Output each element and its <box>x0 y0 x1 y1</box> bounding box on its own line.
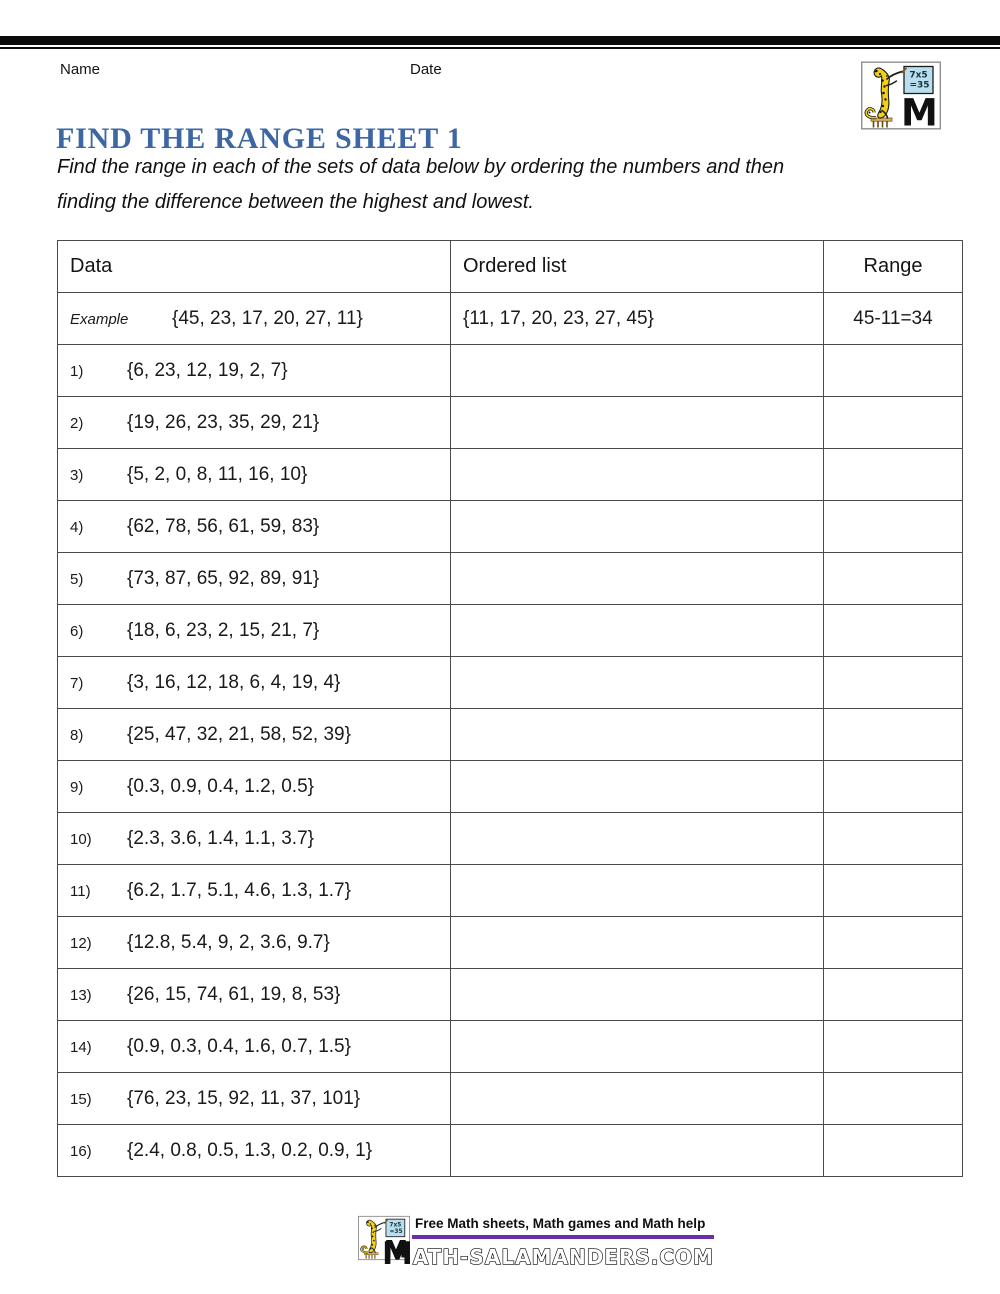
table-row <box>58 813 963 865</box>
salamander-logo-icon <box>861 61 941 130</box>
table-row <box>58 709 963 761</box>
ordered-list-cell <box>451 501 824 553</box>
example-range: 45-11=34 <box>824 293 963 345</box>
header-ordered-list: Ordered list <box>451 241 824 293</box>
range-cell <box>824 761 963 813</box>
row-number: 13) <box>70 986 92 1004</box>
row-number: 6) <box>70 622 84 640</box>
data-set: {2.4, 0.8, 0.5, 1.3, 0.2, 0.9, 1} <box>127 1139 373 1161</box>
instructions-line2: finding the difference between the highest and lowest. <box>57 191 534 213</box>
row-number: 4) <box>70 518 84 536</box>
ordered-list-cell <box>451 345 824 397</box>
ordered-list-cell <box>451 761 824 813</box>
range-cell <box>824 813 963 865</box>
range-cell <box>824 657 963 709</box>
table-header-row <box>58 241 963 293</box>
range-cell <box>824 865 963 917</box>
footer-site-initial: M <box>382 1235 413 1272</box>
footer-site-rest: ATH-SALAMANDERS.COM <box>412 1244 714 1269</box>
table-row <box>58 969 963 1021</box>
table-row <box>58 1073 963 1125</box>
range-cell <box>824 553 963 605</box>
top-divider <box>0 36 1000 49</box>
row-number: 16) <box>70 1142 92 1160</box>
table-row <box>58 553 963 605</box>
footer-site-name <box>382 1235 714 1275</box>
ordered-list-cell <box>451 553 824 605</box>
header-data: Data <box>58 241 451 293</box>
data-set: {26, 15, 74, 61, 19, 8, 53} <box>127 983 341 1005</box>
name-label: Name <box>60 61 101 78</box>
row-number: 7) <box>70 674 84 692</box>
range-cell <box>824 709 963 761</box>
example-data-set: {45, 23, 17, 20, 27, 11} <box>172 307 363 329</box>
data-set: {76, 23, 15, 92, 11, 37, 101} <box>127 1087 361 1109</box>
data-set: {5, 2, 0, 8, 11, 16, 10} <box>127 463 308 485</box>
row-number: 11) <box>70 882 91 900</box>
page-title: FIND THE RANGE SHEET 1 <box>56 122 463 156</box>
range-cell <box>824 501 963 553</box>
ordered-list-cell <box>451 605 824 657</box>
table-row <box>58 501 963 553</box>
instructions-line1: Find the range in each of the sets of data below by ordering the numbers and then <box>57 156 785 178</box>
data-set: {3, 16, 12, 18, 6, 4, 19, 4} <box>127 671 341 693</box>
footer-text-block <box>382 1213 714 1275</box>
ordered-list-cell <box>451 709 824 761</box>
data-set: {19, 26, 23, 35, 29, 21} <box>127 411 320 433</box>
row-number: 1) <box>70 362 84 380</box>
ordered-list-cell <box>451 1125 824 1177</box>
data-set: {6.2, 1.7, 5.1, 4.6, 1.3, 1.7} <box>127 879 351 901</box>
site-footer <box>358 1213 714 1275</box>
example-label: Example <box>70 310 129 328</box>
range-cell <box>824 397 963 449</box>
range-cell <box>824 449 963 501</box>
ordered-list-cell <box>451 1073 824 1125</box>
ordered-list-cell <box>451 657 824 709</box>
row-number: 10) <box>70 830 92 848</box>
range-cell <box>824 1125 963 1177</box>
row-number: 9) <box>70 778 84 796</box>
data-set: {73, 87, 65, 92, 89, 91} <box>127 567 320 589</box>
ordered-list-cell <box>451 865 824 917</box>
row-number: 14) <box>70 1038 92 1056</box>
table-row <box>58 345 963 397</box>
data-set: {0.9, 0.3, 0.4, 1.6, 0.7, 1.5} <box>127 1035 351 1057</box>
table-row <box>58 1125 963 1177</box>
range-cell <box>824 1073 963 1125</box>
data-set: {18, 6, 23, 2, 15, 21, 7} <box>127 619 320 641</box>
ordered-list-cell <box>451 813 824 865</box>
example-ordered-list: {11, 17, 20, 23, 27, 45} <box>451 293 824 345</box>
table-body <box>58 293 963 1177</box>
data-set: {12.8, 5.4, 9, 2, 3.6, 9.7} <box>127 931 330 953</box>
data-set: {62, 78, 56, 61, 59, 83} <box>127 515 320 537</box>
range-cell <box>824 605 963 657</box>
range-cell <box>824 345 963 397</box>
data-set: {0.3, 0.9, 0.4, 1.2, 0.5} <box>127 775 314 797</box>
table-row <box>58 761 963 813</box>
table-row <box>58 449 963 501</box>
ordered-list-cell <box>451 397 824 449</box>
table-row <box>58 605 963 657</box>
table-row <box>58 865 963 917</box>
row-number: 8) <box>70 726 84 744</box>
range-cell <box>824 969 963 1021</box>
range-cell <box>824 917 963 969</box>
row-number: 2) <box>70 414 84 432</box>
salamander-logo <box>861 61 941 130</box>
ordered-list-cell <box>451 917 824 969</box>
row-number: 12) <box>70 934 92 952</box>
example-row <box>58 293 963 345</box>
table-row <box>58 657 963 709</box>
instructions <box>57 150 967 220</box>
range-table <box>57 240 963 1177</box>
footer-tagline: Free Math sheets, Math games and Math help <box>415 1216 706 1231</box>
row-number: 3) <box>70 466 84 484</box>
range-cell <box>824 1021 963 1073</box>
table-row <box>58 397 963 449</box>
header-range: Range <box>824 241 963 293</box>
row-number: 5) <box>70 570 84 588</box>
row-number: 15) <box>70 1090 92 1108</box>
data-set: {2.3, 3.6, 1.4, 1.1, 3.7} <box>127 827 314 849</box>
date-label: Date <box>410 61 442 78</box>
data-set: {25, 47, 32, 21, 58, 52, 39} <box>127 723 351 745</box>
ordered-list-cell <box>451 449 824 501</box>
table-row <box>58 917 963 969</box>
ordered-list-cell <box>451 969 824 1021</box>
table-row <box>58 1021 963 1073</box>
data-set: {6, 23, 12, 19, 2, 7} <box>127 359 288 381</box>
ordered-list-cell <box>451 1021 824 1073</box>
